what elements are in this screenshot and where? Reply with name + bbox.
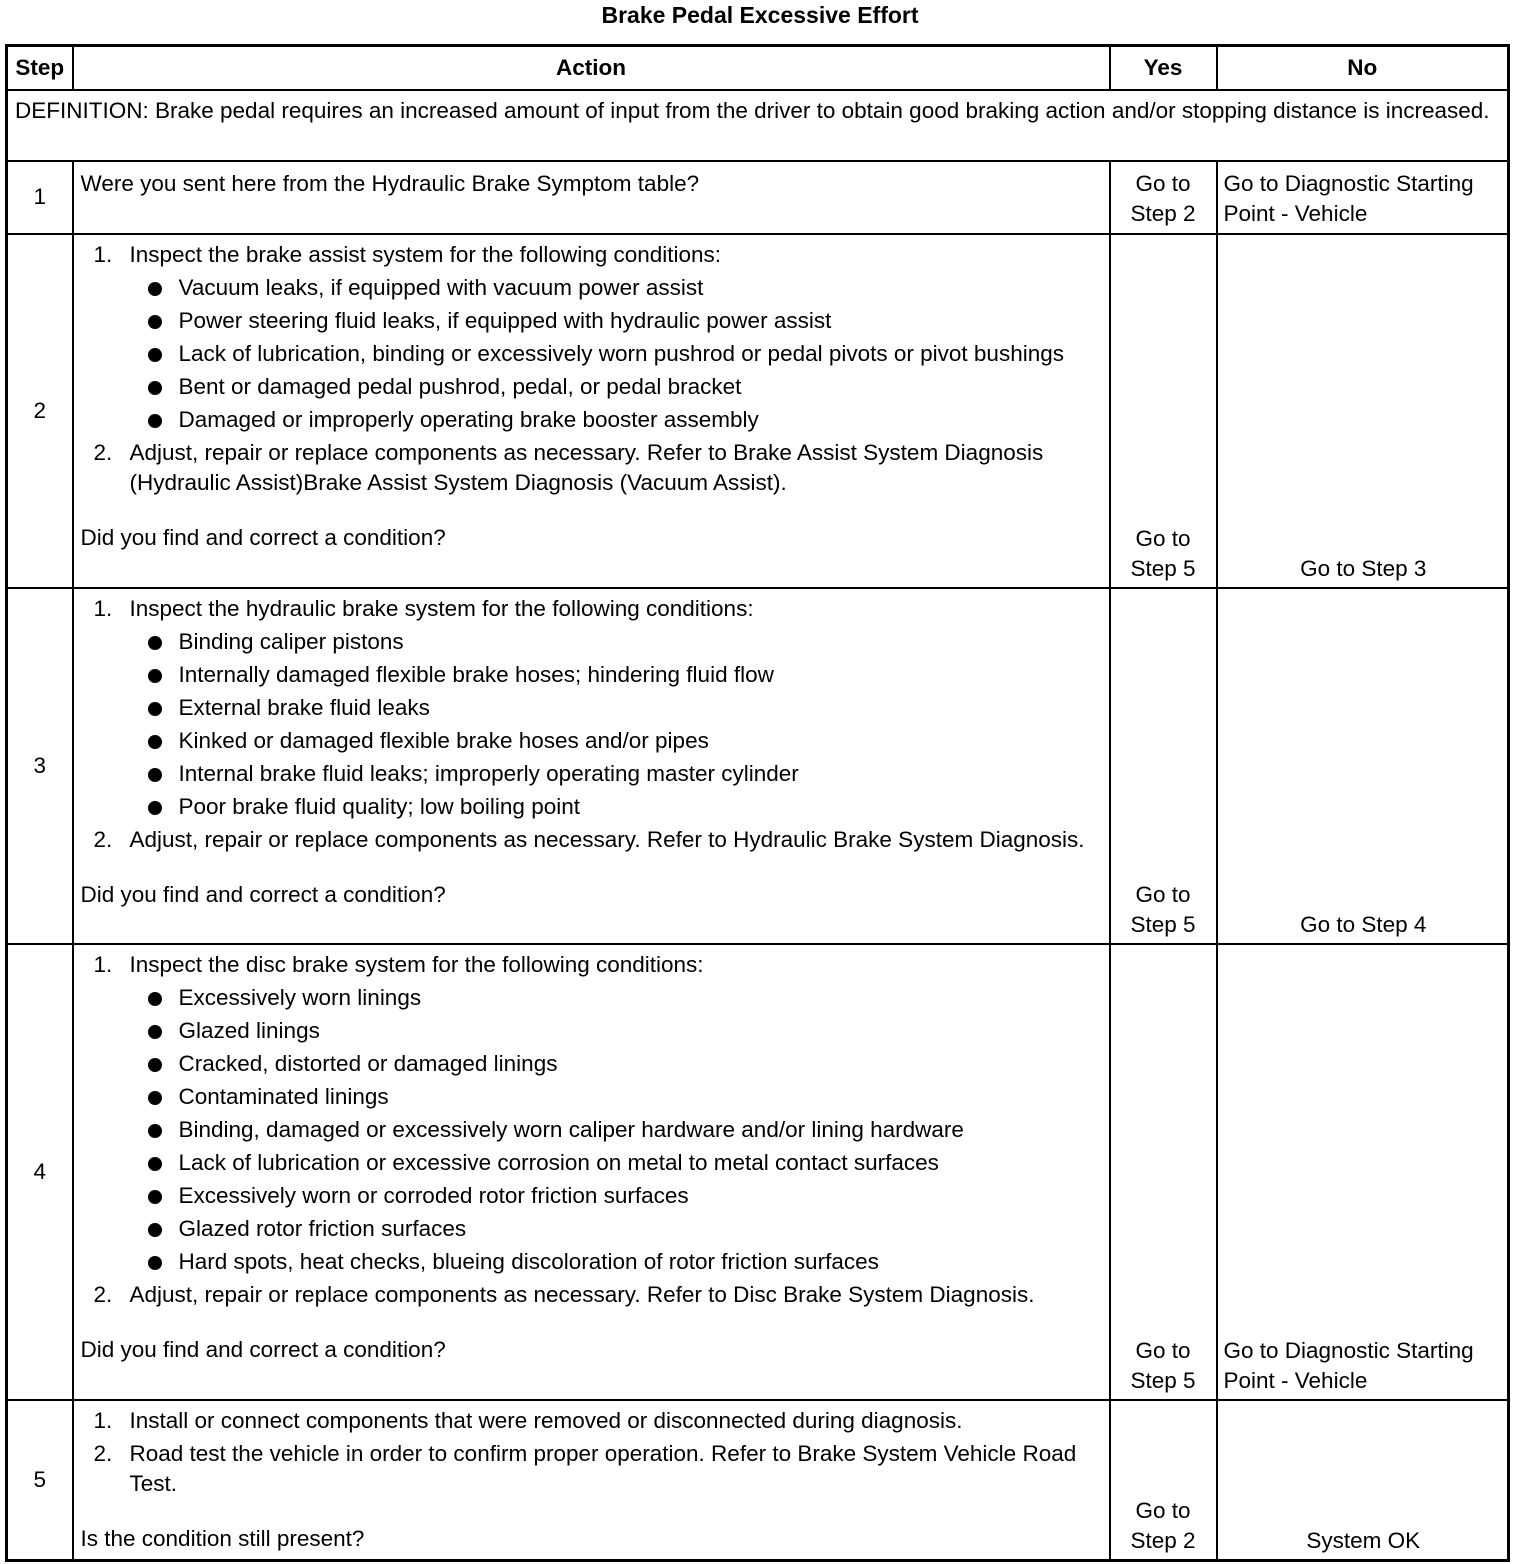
list-item — [130, 306, 1101, 336]
condition-text: External brake fluid leaks — [178, 694, 430, 720]
list-item — [130, 1247, 1101, 1277]
list-item — [130, 759, 1101, 789]
condition-text: Internal brake fluid leaks; improperly operating master cylinder — [178, 760, 799, 786]
instruction-list — [81, 950, 1101, 1310]
table-row — [7, 161, 1509, 234]
bullet-icon — [148, 348, 162, 362]
list-item — [130, 339, 1101, 369]
bullet-icon — [148, 1025, 162, 1039]
bullet-icon — [148, 1157, 162, 1171]
bullet-icon — [148, 1256, 162, 1270]
diagnostic-table — [5, 44, 1510, 1562]
condition-list — [130, 983, 1101, 1277]
item-text: Inspect the hydraulic brake system for the following conditions: — [129, 595, 754, 621]
condition-text: Glazed rotor friction surfaces — [178, 1215, 467, 1241]
item-text: Install or connect components that were removed or disconnected during diagnosis. — [129, 1407, 963, 1433]
list-item — [130, 1115, 1101, 1145]
no-link[interactable]: Go to Step 4 — [1217, 588, 1509, 944]
item-number: 2. — [93, 439, 113, 465]
no-link[interactable]: Go to Step 3 — [1217, 234, 1509, 588]
list-item — [130, 405, 1101, 435]
list-item — [81, 438, 1101, 498]
condition-text: Kinked or damaged flexible brake hoses and/or pipes — [178, 727, 709, 753]
item-text: Adjust, repair or replace components as necessary. Refer to Disc Brake System Diagnosis. — [129, 1281, 1035, 1307]
item-number: 1. — [93, 241, 113, 267]
list-item — [81, 1280, 1101, 1310]
bullet-icon — [148, 1091, 162, 1105]
condition-text: Binding caliper pistons — [178, 628, 404, 654]
list-item — [130, 1016, 1101, 1046]
list-item — [130, 1214, 1101, 1244]
definition-text: DEFINITION: Brake pedal requires an increased amount of input from the driver to obtain good braking action and/or stopping distance is increased. — [7, 90, 1509, 161]
condition-list — [130, 273, 1101, 435]
bullet-icon — [148, 702, 162, 716]
action-question: Is the condition still present? — [80, 1525, 365, 1551]
bullet-icon — [148, 381, 162, 395]
list-item — [130, 1049, 1101, 1079]
list-item — [130, 627, 1101, 657]
list-item — [130, 1082, 1101, 1112]
list-item — [81, 950, 1101, 1277]
instruction-list — [81, 1406, 1101, 1499]
bullet-icon — [148, 315, 162, 329]
list-item — [81, 594, 1101, 822]
no-link[interactable]: Go to Diagnostic Starting Point - Vehicle — [1217, 944, 1509, 1400]
condition-text: Bent or damaged pedal pushrod, pedal, or pedal bracket — [178, 373, 742, 399]
table-row — [7, 588, 1509, 944]
bullet-icon — [148, 801, 162, 815]
item-number: 1. — [93, 951, 113, 977]
header-no: No — [1217, 46, 1509, 90]
action-question: Did you find and correct a condition? — [80, 881, 446, 907]
step-number: 3 — [7, 588, 73, 944]
list-item — [81, 1406, 1101, 1436]
list-item — [81, 825, 1101, 855]
no-link[interactable]: System OK — [1217, 1400, 1509, 1561]
list-item — [130, 983, 1101, 1013]
item-number: 2. — [93, 1440, 113, 1466]
action-question: Were you sent here from the Hydraulic Brake Symptom table? — [73, 161, 1110, 234]
table-row — [7, 234, 1509, 588]
yes-link[interactable]: Go to Step 2 — [1110, 1400, 1217, 1561]
bullet-icon — [148, 1223, 162, 1237]
condition-text: Contaminated linings — [178, 1083, 389, 1109]
bullet-icon — [148, 414, 162, 428]
item-text: Road test the vehicle in order to confirm proper operation. Refer to Brake System Vehicle Road Test. — [129, 1440, 1077, 1496]
action-cell — [73, 588, 1110, 944]
action-question: Did you find and correct a condition? — [80, 524, 446, 550]
yes-link[interactable]: Go to Step 5 — [1110, 944, 1217, 1400]
instruction-list — [81, 240, 1101, 498]
item-number: 2. — [93, 826, 113, 852]
header-action: Action — [73, 46, 1110, 90]
list-item — [130, 1148, 1101, 1178]
condition-text: Excessively worn linings — [178, 984, 422, 1010]
bullet-icon — [148, 1058, 162, 1072]
list-item — [130, 1181, 1101, 1211]
bullet-icon — [148, 1124, 162, 1138]
action-cell — [73, 944, 1110, 1400]
bullet-icon — [148, 1190, 162, 1204]
list-item — [81, 1439, 1101, 1499]
bullet-icon — [148, 992, 162, 1006]
step-number: 2 — [7, 234, 73, 588]
action-cell — [73, 234, 1110, 588]
item-number: 1. — [93, 595, 113, 621]
bullet-icon — [148, 669, 162, 683]
header-yes: Yes — [1110, 46, 1217, 90]
condition-text: Vacuum leaks, if equipped with vacuum power assist — [178, 274, 704, 300]
bullet-icon — [148, 735, 162, 749]
condition-text: Binding, damaged or excessively worn caliper hardware and/or lining hardware — [178, 1116, 964, 1142]
list-item — [130, 726, 1101, 756]
condition-text: Poor brake fluid quality; low boiling point — [178, 793, 580, 819]
bullet-icon — [148, 768, 162, 782]
yes-link[interactable]: Go to Step 2 — [1110, 161, 1217, 234]
definition-row — [7, 90, 1509, 161]
item-text: Inspect the disc brake system for the following conditions: — [129, 951, 704, 977]
step-number: 5 — [7, 1400, 73, 1561]
list-item — [130, 273, 1101, 303]
action-cell — [73, 1400, 1110, 1561]
table-row — [7, 944, 1509, 1400]
condition-text: Glazed linings — [178, 1017, 320, 1043]
page-title: Brake Pedal Excessive Effort — [601, 2, 919, 28]
condition-text: Internally damaged flexible brake hoses; hindering fluid flow — [178, 661, 774, 687]
condition-list — [130, 627, 1101, 822]
instruction-list — [81, 594, 1101, 855]
item-number: 1. — [93, 1407, 113, 1433]
item-text: Adjust, repair or replace components as necessary. Refer to Hydraulic Brake System Diagnosis. — [129, 826, 1085, 852]
condition-text: Lack of lubrication or excessive corrosion on metal to metal contact surfaces — [178, 1149, 939, 1175]
condition-text: Power steering fluid leaks, if equipped with hydraulic power assist — [178, 307, 832, 333]
list-item — [130, 372, 1101, 402]
table-row — [7, 1400, 1509, 1561]
bullet-icon — [148, 282, 162, 296]
condition-text: Lack of lubrication, binding or excessively worn pushrod or pedal pivots or pivot bushings — [178, 340, 1064, 366]
item-text: Adjust, repair or replace components as necessary. Refer to Brake Assist System Diagnosis (Hydraulic Assist)Brake Assist System Diagnosis (Vacuum Assist). — [129, 439, 1044, 495]
item-text: Inspect the brake assist system for the following conditions: — [129, 241, 722, 267]
yes-link[interactable]: Go to Step 5 — [1110, 588, 1217, 944]
list-item — [130, 792, 1101, 822]
header-step: Step — [7, 46, 73, 90]
list-item — [81, 240, 1101, 435]
condition-text: Excessively worn or corroded rotor friction surfaces — [178, 1182, 689, 1208]
bullet-icon — [148, 636, 162, 650]
list-item — [130, 660, 1101, 690]
condition-text: Hard spots, heat checks, blueing discoloration of rotor friction surfaces — [178, 1248, 879, 1274]
header-row — [7, 46, 1509, 90]
condition-text: Damaged or improperly operating brake booster assembly — [178, 406, 759, 432]
no-link[interactable]: Go to Diagnostic Starting Point - Vehicle — [1217, 161, 1509, 234]
action-question: Did you find and correct a condition? — [80, 1336, 446, 1362]
yes-link[interactable]: Go to Step 5 — [1110, 234, 1217, 588]
step-number: 4 — [7, 944, 73, 1400]
condition-text: Cracked, distorted or damaged linings — [178, 1050, 558, 1076]
item-number: 2. — [93, 1281, 113, 1307]
list-item — [130, 693, 1101, 723]
step-number: 1 — [7, 161, 73, 234]
